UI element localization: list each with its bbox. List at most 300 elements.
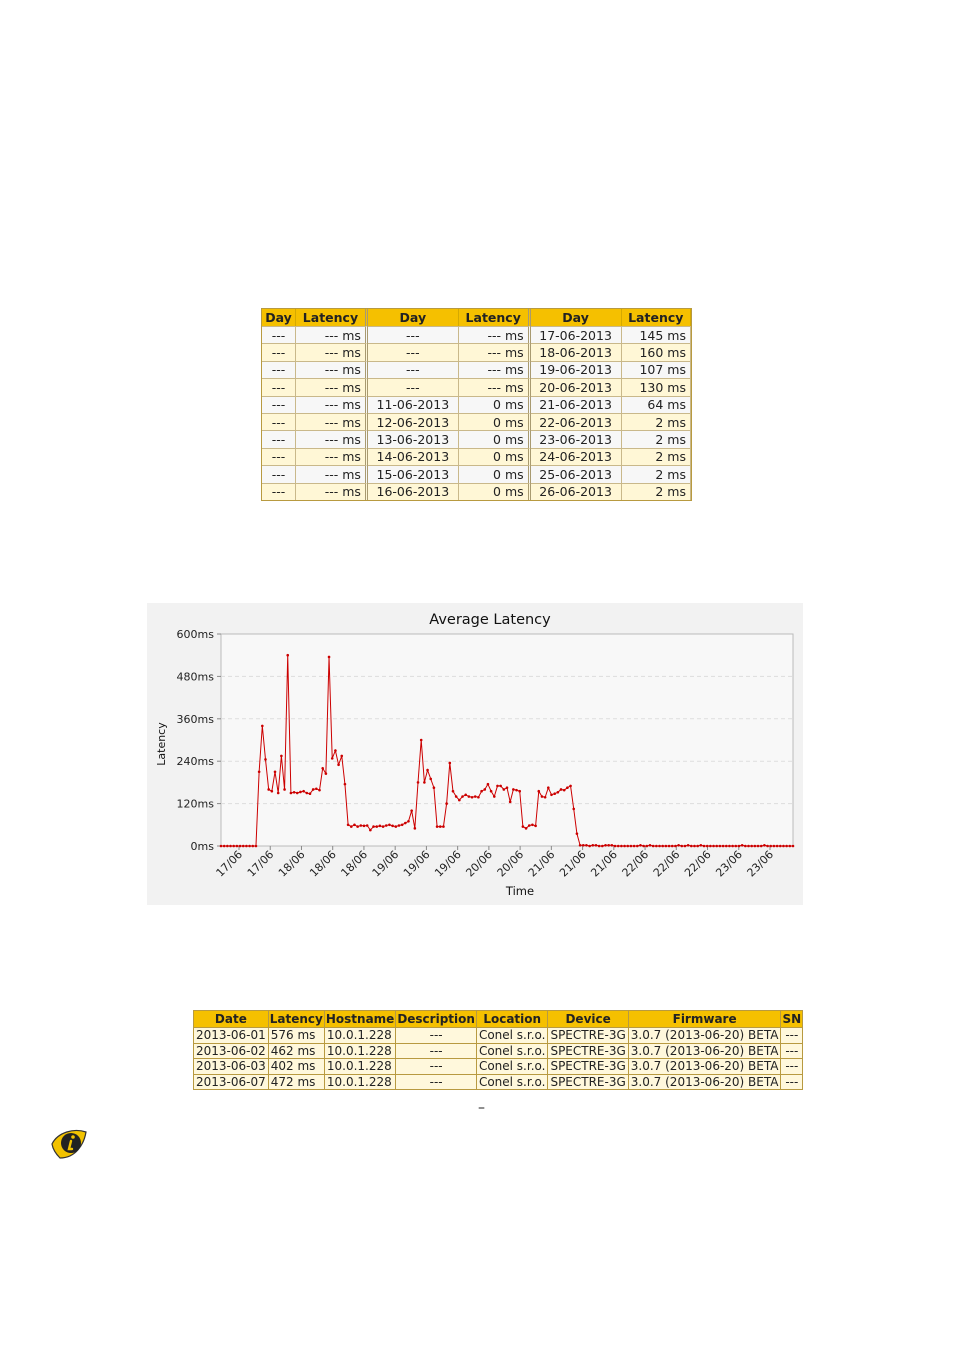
- data-point: [248, 845, 251, 848]
- data-point: [261, 725, 264, 728]
- latency-cell: --- ms: [459, 361, 531, 378]
- data-point: [592, 844, 595, 847]
- x-tick-label: 19/06: [400, 847, 433, 880]
- data-point: [636, 845, 639, 848]
- data-point: [658, 845, 661, 848]
- cell-sn: ---: [781, 1043, 803, 1059]
- cell-date: 2013-06-03: [194, 1059, 269, 1075]
- latency-cell: 2 ms: [622, 413, 692, 430]
- cell-description: ---: [396, 1028, 477, 1044]
- data-point: [585, 844, 588, 847]
- data-point: [776, 845, 779, 848]
- chart-title: Average Latency: [429, 612, 551, 628]
- latency-cell: 0 ms: [459, 396, 531, 413]
- data-point: [449, 762, 452, 765]
- cell-device: SPECTRE-3G: [548, 1074, 628, 1090]
- data-point: [321, 767, 324, 770]
- latency-table-header: [262, 309, 691, 326]
- data-point: [763, 844, 766, 847]
- x-tick-label: 18/06: [275, 847, 308, 880]
- latency-table-row: [262, 483, 691, 500]
- data-point: [255, 845, 258, 848]
- data-point: [414, 827, 417, 830]
- table-row: [194, 1059, 803, 1075]
- data-point: [630, 845, 633, 848]
- data-point: [604, 844, 607, 847]
- data-point: [735, 845, 738, 848]
- data-point: [719, 845, 722, 848]
- x-tick-label: 23/06: [713, 847, 745, 880]
- data-point: [706, 845, 709, 848]
- cell-description: ---: [396, 1059, 477, 1075]
- data-point: [468, 795, 471, 798]
- cell-firmware: 3.0.7 (2013-06-20) BETA: [628, 1043, 781, 1059]
- cell-sn: ---: [781, 1074, 803, 1090]
- data-point: [782, 845, 785, 848]
- data-point: [242, 845, 245, 848]
- y-tick-label: 240ms: [176, 755, 214, 769]
- data-point: [331, 757, 334, 760]
- data-point: [769, 845, 772, 848]
- data-point: [687, 844, 690, 847]
- data-point: [356, 825, 359, 828]
- data-point: [417, 781, 420, 784]
- latency-cell: --- ms: [296, 361, 368, 378]
- day-cell: 13-06-2013: [368, 430, 459, 447]
- cell-firmware: 3.0.7 (2013-06-20) BETA: [628, 1074, 781, 1090]
- data-point: [750, 845, 753, 848]
- data-point: [264, 758, 267, 761]
- latency-cell: 0 ms: [459, 430, 531, 447]
- data-point: [286, 654, 289, 657]
- day-cell: 20-06-2013: [531, 378, 622, 395]
- latency-table-row: [262, 396, 691, 413]
- data-point: [747, 845, 750, 848]
- x-tick-label: 22/06: [619, 847, 652, 880]
- average-latency-chart: [147, 603, 803, 905]
- data-point: [690, 845, 693, 848]
- latency-cell: --- ms: [296, 465, 368, 482]
- cell-sn: ---: [781, 1028, 803, 1044]
- data-point: [353, 824, 356, 827]
- data-point: [506, 786, 509, 789]
- data-point: [404, 822, 407, 825]
- data-point: [258, 771, 261, 774]
- data-point: [709, 845, 712, 848]
- x-tick-label: 18/06: [338, 847, 371, 880]
- data-point: [337, 763, 340, 766]
- latency-cell: --- ms: [296, 448, 368, 465]
- latency-table-row: [262, 465, 691, 482]
- day-cell: 24-06-2013: [531, 448, 622, 465]
- data-point: [490, 790, 493, 793]
- data-point: [674, 845, 677, 848]
- latency-table-row: [262, 378, 691, 395]
- data-point: [410, 809, 413, 812]
- latency-table: [261, 308, 692, 501]
- day-cell: 21-06-2013: [531, 396, 622, 413]
- data-point: [458, 799, 461, 802]
- header-description: Description: [397, 1012, 475, 1026]
- cell-location: Conel s.r.o.: [476, 1028, 548, 1044]
- data-point: [614, 845, 617, 848]
- cell-latency: 576 ms: [268, 1028, 324, 1044]
- data-point: [760, 845, 763, 848]
- data-point: [515, 789, 518, 792]
- records-table: [193, 1010, 803, 1090]
- latency-cell: 64 ms: [622, 396, 692, 413]
- data-point: [544, 796, 547, 799]
- data-point: [315, 787, 318, 790]
- day-cell: 17-06-2013: [531, 326, 622, 343]
- data-point: [471, 796, 474, 799]
- x-tick-label: 17/06: [213, 847, 246, 880]
- data-point: [223, 845, 226, 848]
- data-point: [731, 845, 734, 848]
- data-point: [340, 755, 343, 758]
- latency-cell: --- ms: [296, 343, 368, 360]
- data-point: [607, 844, 610, 847]
- header-device: Device: [548, 1011, 628, 1028]
- data-point: [232, 845, 235, 848]
- latency-cell: --- ms: [296, 396, 368, 413]
- x-tick-label: 18/06: [307, 847, 339, 880]
- header-date: Date: [194, 1011, 269, 1028]
- data-point: [407, 820, 410, 823]
- cell-firmware: 3.0.7 (2013-06-20) BETA: [628, 1028, 781, 1044]
- data-point: [391, 825, 394, 828]
- data-point: [299, 791, 302, 794]
- data-point: [366, 824, 369, 827]
- data-point: [665, 845, 668, 848]
- day-cell: ---: [368, 343, 459, 360]
- data-point: [639, 844, 642, 847]
- data-point: [455, 795, 458, 798]
- data-point: [518, 790, 521, 793]
- data-point: [461, 795, 464, 798]
- data-point: [525, 827, 528, 830]
- data-point: [693, 845, 696, 848]
- data-point: [442, 825, 445, 828]
- data-point: [547, 786, 550, 789]
- cell-description: ---: [396, 1043, 477, 1059]
- plot-background: [221, 634, 793, 846]
- cell-latency: 472 ms: [268, 1074, 324, 1090]
- latency-cell: --- ms: [296, 430, 368, 447]
- data-point: [738, 845, 741, 848]
- data-point: [576, 832, 579, 835]
- day-cell: ---: [262, 326, 296, 343]
- data-point: [566, 786, 569, 789]
- day-cell: 11-06-2013: [368, 396, 459, 413]
- data-point: [560, 788, 563, 791]
- data-point: [728, 845, 731, 848]
- data-point: [245, 845, 248, 848]
- chart-svg: [147, 603, 803, 905]
- latency-cell: 107 ms: [622, 361, 692, 378]
- data-point: [712, 845, 715, 848]
- data-point: [766, 845, 769, 848]
- latency-cell: 2 ms: [622, 483, 692, 500]
- cell-date: 2013-06-02: [194, 1043, 269, 1059]
- data-point: [633, 845, 636, 848]
- data-point: [661, 845, 664, 848]
- data-point: [293, 791, 296, 794]
- data-point: [512, 788, 515, 791]
- latency-table-row: [262, 430, 691, 447]
- data-point: [528, 824, 531, 827]
- data-point: [350, 825, 353, 828]
- table-row: [194, 1028, 803, 1044]
- header-location: Location: [476, 1011, 548, 1028]
- cell-description: ---: [396, 1074, 477, 1090]
- data-point: [572, 808, 575, 811]
- data-point: [553, 792, 556, 795]
- data-point: [379, 825, 382, 828]
- data-point: [328, 656, 331, 659]
- data-point: [550, 793, 553, 796]
- data-point: [474, 795, 477, 798]
- data-point: [569, 785, 572, 788]
- data-point: [725, 845, 728, 848]
- latency-cell: --- ms: [296, 483, 368, 500]
- cell-device: SPECTRE-3G: [548, 1059, 628, 1075]
- data-point: [588, 845, 591, 848]
- day-cell: ---: [262, 448, 296, 465]
- header-day: Day: [531, 309, 622, 326]
- cell-hostname: 10.0.1.228: [324, 1059, 395, 1075]
- data-point: [429, 778, 432, 781]
- latency-cell: 0 ms: [459, 465, 531, 482]
- y-tick-label: 360ms: [176, 712, 214, 726]
- y-tick-label: 120ms: [176, 797, 214, 811]
- data-point: [757, 845, 760, 848]
- cell-location: Conel s.r.o.: [476, 1043, 548, 1059]
- data-point: [220, 845, 223, 848]
- day-cell: ---: [262, 396, 296, 413]
- data-point: [557, 791, 560, 794]
- data-point: [271, 790, 274, 793]
- data-point: [503, 788, 506, 791]
- latency-cell: 0 ms: [459, 483, 531, 500]
- data-point: [792, 845, 795, 848]
- data-point: [436, 825, 439, 828]
- cell-firmware: 3.0.7 (2013-06-20) BETA: [628, 1059, 781, 1075]
- table-row: [194, 1043, 803, 1059]
- day-cell: 16-06-2013: [368, 483, 459, 500]
- data-point: [394, 825, 397, 828]
- data-point: [522, 825, 525, 828]
- data-point: [302, 790, 305, 793]
- data-point: [423, 781, 426, 784]
- data-point: [334, 749, 337, 752]
- header-day: Day: [262, 309, 296, 326]
- data-point: [487, 783, 490, 786]
- data-point: [655, 845, 658, 848]
- data-point: [369, 829, 372, 832]
- cell-latency: 402 ms: [268, 1059, 324, 1075]
- data-point: [388, 824, 391, 827]
- data-point: [779, 845, 782, 848]
- cell-date: 2013-06-01: [194, 1028, 269, 1044]
- latency-cell: 0 ms: [459, 448, 531, 465]
- data-point: [617, 845, 620, 848]
- x-tick-label: 21/06: [588, 847, 620, 880]
- latency-cell: 0 ms: [459, 413, 531, 430]
- day-cell: 12-06-2013: [368, 413, 459, 430]
- latency-table-row: [262, 343, 691, 360]
- data-point: [274, 771, 277, 774]
- data-point: [251, 845, 254, 848]
- plot-area: [177, 628, 795, 880]
- info-icon: [50, 1124, 88, 1162]
- cell-latency: 462 ms: [268, 1043, 324, 1059]
- latency-cell: 145 ms: [622, 326, 692, 343]
- header-firmware: Firmware: [628, 1011, 781, 1028]
- data-point: [773, 845, 776, 848]
- y-tick-label: 600ms: [176, 628, 214, 641]
- data-point: [680, 845, 683, 848]
- data-point: [385, 824, 388, 827]
- y-axis-label: Latency: [155, 722, 168, 766]
- x-tick-label: 20/06: [463, 847, 496, 880]
- day-cell: 18-06-2013: [531, 343, 622, 360]
- x-tick-label: 23/06: [744, 847, 777, 880]
- x-tick-label: 20/06: [494, 847, 527, 880]
- latency-cell: 2 ms: [622, 430, 692, 447]
- data-point: [239, 845, 242, 848]
- data-point: [277, 792, 280, 795]
- data-point: [283, 788, 286, 791]
- cell-date: 2013-06-07: [194, 1074, 269, 1090]
- day-cell: ---: [368, 326, 459, 343]
- data-point: [226, 845, 229, 848]
- data-point: [722, 845, 725, 848]
- data-point: [325, 772, 328, 775]
- data-point: [480, 790, 483, 793]
- day-cell: ---: [262, 430, 296, 447]
- data-point: [684, 845, 687, 848]
- latency-cell: 2 ms: [622, 448, 692, 465]
- x-tick-label: 21/06: [525, 847, 558, 880]
- data-point: [785, 845, 788, 848]
- cell-hostname: 10.0.1.228: [324, 1074, 395, 1090]
- data-point: [439, 825, 442, 828]
- data-point: [344, 783, 347, 786]
- data-point: [620, 845, 623, 848]
- cell-hostname: 10.0.1.228: [324, 1043, 395, 1059]
- data-point: [375, 825, 378, 828]
- latency-cell: --- ms: [296, 326, 368, 343]
- data-point: [646, 845, 649, 848]
- data-point: [499, 785, 502, 788]
- latency-cell: 160 ms: [622, 343, 692, 360]
- data-point: [509, 801, 512, 804]
- data-point: [677, 844, 680, 847]
- data-point: [700, 844, 703, 847]
- day-cell: ---: [262, 343, 296, 360]
- x-tick-label: 19/06: [432, 847, 464, 880]
- y-tick-label: 0ms: [190, 840, 214, 853]
- data-point: [744, 845, 747, 848]
- data-point: [398, 824, 401, 827]
- footer-dash: –: [478, 1100, 485, 1116]
- data-point: [290, 792, 293, 795]
- data-point: [595, 844, 598, 847]
- day-cell: 22-06-2013: [531, 413, 622, 430]
- data-point: [493, 795, 496, 798]
- day-cell: ---: [262, 413, 296, 430]
- header-day: Day: [368, 309, 459, 326]
- x-tick-label: 21/06: [557, 847, 589, 880]
- data-point: [582, 844, 585, 847]
- x-tick-label: 19/06: [369, 847, 402, 880]
- latency-cell: 130 ms: [622, 378, 692, 395]
- latency-cell: --- ms: [459, 378, 531, 395]
- data-point: [601, 845, 604, 848]
- data-point: [741, 844, 744, 847]
- header-latency: Latency: [622, 309, 692, 326]
- cell-device: SPECTRE-3G: [548, 1043, 628, 1059]
- data-point: [401, 824, 404, 827]
- data-point: [579, 844, 582, 847]
- day-cell: ---: [262, 361, 296, 378]
- data-point: [496, 785, 499, 788]
- cell-location: Conel s.r.o.: [476, 1059, 548, 1075]
- y-tick-label: 480ms: [176, 670, 214, 684]
- data-point: [347, 824, 350, 827]
- data-point: [789, 845, 792, 848]
- latency-cell: --- ms: [296, 413, 368, 430]
- data-point: [267, 788, 270, 791]
- latency-table-row: [262, 361, 691, 378]
- day-cell: ---: [262, 378, 296, 395]
- data-point: [280, 755, 283, 758]
- latency-cell: --- ms: [296, 378, 368, 395]
- data-point: [433, 786, 436, 789]
- header-latency: Latency: [459, 309, 531, 326]
- data-point: [623, 845, 626, 848]
- table-row: [194, 1074, 803, 1090]
- day-cell: ---: [368, 378, 459, 395]
- data-point: [464, 793, 467, 796]
- data-point: [236, 845, 239, 848]
- data-point: [477, 796, 480, 799]
- data-point: [626, 845, 629, 848]
- data-point: [534, 825, 537, 828]
- data-point: [563, 789, 566, 792]
- day-cell: 26-06-2013: [531, 483, 622, 500]
- data-point: [642, 845, 645, 848]
- data-point: [668, 845, 671, 848]
- records-table-header: [194, 1011, 803, 1028]
- cell-device: SPECTRE-3G: [548, 1028, 628, 1044]
- latency-table-row: [262, 413, 691, 430]
- data-point: [445, 802, 448, 805]
- data-point: [312, 788, 315, 791]
- data-point: [306, 792, 309, 795]
- data-point: [531, 824, 534, 827]
- data-point: [360, 824, 363, 827]
- data-point: [652, 845, 655, 848]
- data-point: [372, 825, 375, 828]
- x-tick-label: 17/06: [244, 847, 277, 880]
- data-point: [452, 790, 455, 793]
- cell-sn: ---: [781, 1059, 803, 1075]
- data-point: [598, 845, 601, 848]
- data-point: [537, 790, 540, 793]
- header-hostname: Hostname: [325, 1012, 395, 1026]
